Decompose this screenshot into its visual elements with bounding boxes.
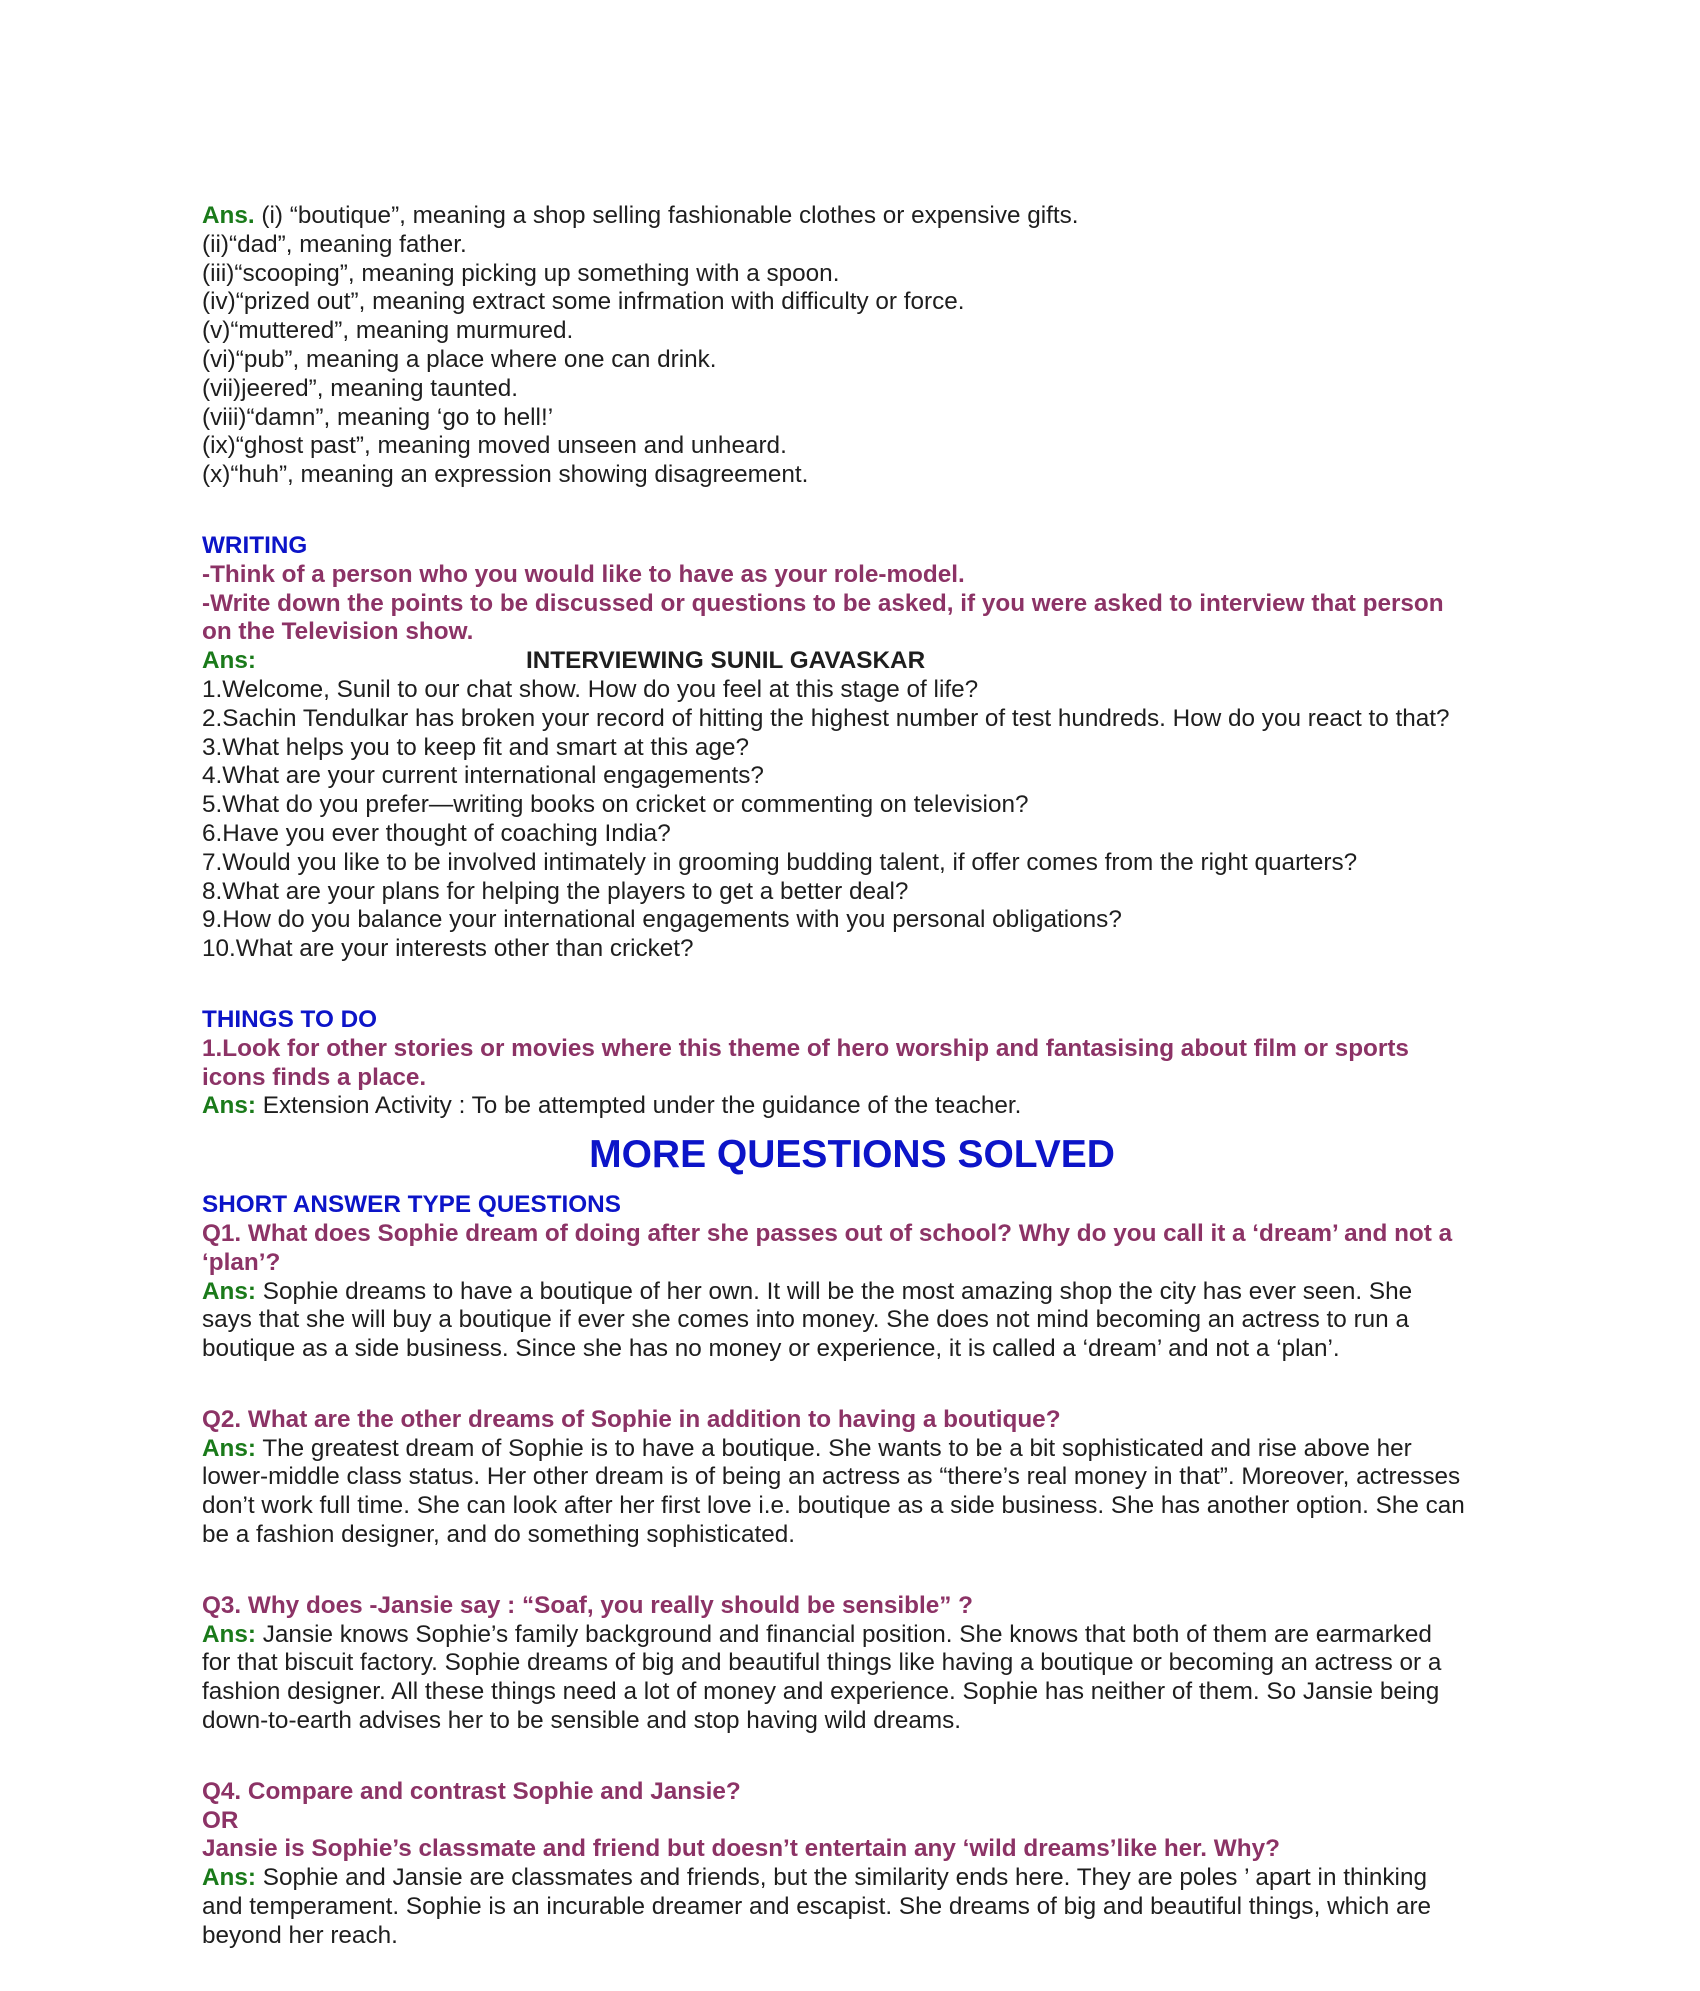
vocab-item: (viii)“damn”, meaning ‘go to hell!’ bbox=[202, 403, 554, 431]
short-answer-section bbox=[202, 1191, 1522, 1951]
interview-question: 10.What are your interests other than cricket? bbox=[202, 935, 694, 963]
answer-text: be a fashion designer, and do something sophisticated. bbox=[202, 1521, 795, 1549]
qa-block-2 bbox=[202, 1406, 1522, 1550]
question-or: OR bbox=[202, 1806, 239, 1834]
spacer bbox=[202, 1550, 1522, 1592]
vocab-answer-first bbox=[202, 202, 1522, 231]
question-text: Jansie is Sophie’s classmate and friend but doesn’t entertain any ‘wild dreams’like her. Why? bbox=[202, 1835, 1280, 1863]
answer-line bbox=[202, 1621, 1522, 1650]
answer-label: Ans: bbox=[202, 1864, 256, 1892]
interview-title: INTERVIEWING SUNIL GAVASKAR bbox=[526, 647, 926, 675]
vocab-item: (i) “boutique”, meaning a shop selling fashionable clothes or expensive gifts. bbox=[261, 202, 1079, 229]
writing-prompt: -Write down the points to be discussed or questions to be asked, if you were asked to interview that person bbox=[202, 589, 1444, 617]
answer-text: beyond her reach. bbox=[202, 1921, 398, 1949]
answer-text: boutique as a side business. Since she has no money or experience, it is called a ‘dream’ and not a ‘plan’. bbox=[202, 1335, 1340, 1363]
answer-text: Sophie dreams to have a boutique of her own. It will be the most amazing shop the city has ever seen. She bbox=[262, 1277, 1413, 1305]
more-questions-title: MORE QUESTIONS SOLVED bbox=[589, 1133, 1115, 1177]
spacer bbox=[202, 1736, 1522, 1778]
answer-label: Ans: bbox=[202, 1620, 256, 1648]
question-text: Q2. What are the other dreams of Sophie in addition to having a boutique? bbox=[202, 1405, 1061, 1433]
answer-text: fashion designer. All these things need a lot of money and experience. Sophie has neither of them. So Jansie being bbox=[202, 1678, 1440, 1706]
answer-text: lower-middle class status. Her other dream is of being an actress as “there’s real money in that”. Moreover, actresses bbox=[202, 1463, 1461, 1491]
vocab-item: (v)“muttered”, meaning murmured. bbox=[202, 317, 574, 345]
question-text: Q1. What does Sophie dream of doing after she passes out of school? Why do you call it a ‘dream’ and not a bbox=[202, 1219, 1453, 1247]
interview-title-row bbox=[202, 647, 1522, 676]
answer-line bbox=[202, 1435, 1522, 1464]
interview-question: 1.Welcome, Sunil to our chat show. How do you feel at this stage of life? bbox=[202, 675, 979, 703]
answer-text: down-to-earth advises her to be sensible and stop having wild dreams. bbox=[202, 1707, 962, 1735]
vocab-item: (vii)jeered”, meaning taunted. bbox=[202, 374, 519, 402]
answer-text: Jansie knows Sophie’s family background and financial position. She knows that both of them are earmarked bbox=[262, 1620, 1432, 1648]
answer-label: Ans: bbox=[202, 1434, 256, 1462]
answer-text: says that she will buy a boutique if ever she comes into money. She does not mind becoming an actress to run a bbox=[202, 1306, 1409, 1334]
answer-label: Ans. bbox=[202, 202, 255, 229]
vocab-item: (ix)“ghost past”, meaning moved unseen and unheard. bbox=[202, 432, 787, 460]
answer-label: Ans: bbox=[202, 1277, 256, 1305]
question-text: Q3. Why does -Jansie say : “Soaf, you really should be sensible” ? bbox=[202, 1591, 973, 1619]
interview-question: 9.How do you balance your international engagements with you personal obligations? bbox=[202, 906, 1122, 934]
interview-question: 8.What are your plans for helping the players to get a better deal? bbox=[202, 877, 909, 905]
spacer bbox=[202, 964, 1522, 1006]
question-text: Q4. Compare and contrast Sophie and Jansie? bbox=[202, 1777, 741, 1805]
interview-question: 5.What do you prefer—writing books on cricket or commenting on television? bbox=[202, 791, 1029, 819]
question-text: ‘plan’? bbox=[202, 1248, 281, 1276]
answer-label: Ans: bbox=[202, 647, 256, 675]
interview-question: 3.What helps you to keep fit and smart at this age? bbox=[202, 733, 749, 761]
vocab-item: (iv)“prized out”, meaning extract some infrmation with difficulty or force. bbox=[202, 288, 965, 316]
interview-question: 2.Sachin Tendulkar has broken your record of hitting the highest number of test hundreds. How do you react to that? bbox=[202, 704, 1450, 732]
answer-text: Extension Activity : To be attempted under the guidance of the teacher. bbox=[262, 1092, 1022, 1120]
vocab-item: (ii)“dad”, meaning father. bbox=[202, 230, 467, 258]
writing-prompt: on the Television show. bbox=[202, 618, 474, 646]
interview-question: 6.Have you ever thought of coaching India? bbox=[202, 819, 671, 847]
things-to-do-prompt: 1.Look for other stories or movies where this theme of hero worship and fantasising about film or sports bbox=[202, 1034, 1409, 1062]
answer-text: Sophie and Jansie are classmates and friends, but the similarity ends here. They are poles ’ apart in thinking bbox=[262, 1864, 1427, 1892]
document-page bbox=[202, 202, 1522, 1951]
things-to-do-section bbox=[202, 1006, 1522, 1121]
answer-text: for that biscuit factory. Sophie dreams of big and beautiful things like having a boutique or becoming an actress or a bbox=[202, 1649, 1442, 1677]
vocab-item: (vi)“pub”, meaning a place where one can drink. bbox=[202, 345, 717, 373]
qa-block-1 bbox=[202, 1220, 1522, 1364]
qa-block-4 bbox=[202, 1778, 1522, 1951]
answer-line bbox=[202, 1278, 1522, 1307]
spacer bbox=[202, 490, 1522, 532]
writing-prompt: -Think of a person who you would like to have as your role-model. bbox=[202, 560, 965, 588]
things-to-do-answer bbox=[202, 1092, 1522, 1121]
section-heading-things-to-do: THINGS TO DO bbox=[202, 1005, 378, 1033]
vocab-item: (iii)“scooping”, meaning picking up something with a spoon. bbox=[202, 259, 840, 287]
qa-block-3 bbox=[202, 1592, 1522, 1736]
interview-question: 7.Would you like to be involved intimately in grooming budding talent, if offer comes from the right quarters? bbox=[202, 848, 1358, 876]
things-to-do-prompt: icons finds a place. bbox=[202, 1063, 427, 1091]
answer-line bbox=[202, 1864, 1522, 1893]
answer-text: The greatest dream of Sophie is to have a boutique. She wants to be a bit sophisticated and rise above her bbox=[262, 1434, 1412, 1462]
answer-label: Ans: bbox=[202, 1092, 256, 1120]
interview-question: 4.What are your current international engagements? bbox=[202, 762, 764, 790]
writing-section bbox=[202, 532, 1522, 964]
section-heading-short-answer: SHORT ANSWER TYPE QUESTIONS bbox=[202, 1191, 621, 1219]
spacer bbox=[202, 1364, 1522, 1406]
answer-text: don’t work full time. She can look after her first love i.e. boutique as a side business. She has another option. She can bbox=[202, 1492, 1465, 1520]
answer-text: and temperament. Sophie is an incurable dreamer and escapist. She dreams of big and beautiful things, which are bbox=[202, 1893, 1432, 1921]
vocab-item: (x)“huh”, meaning an expression showing disagreement. bbox=[202, 461, 809, 489]
section-heading-writing: WRITING bbox=[202, 531, 308, 559]
vocabulary-answers bbox=[202, 202, 1522, 490]
